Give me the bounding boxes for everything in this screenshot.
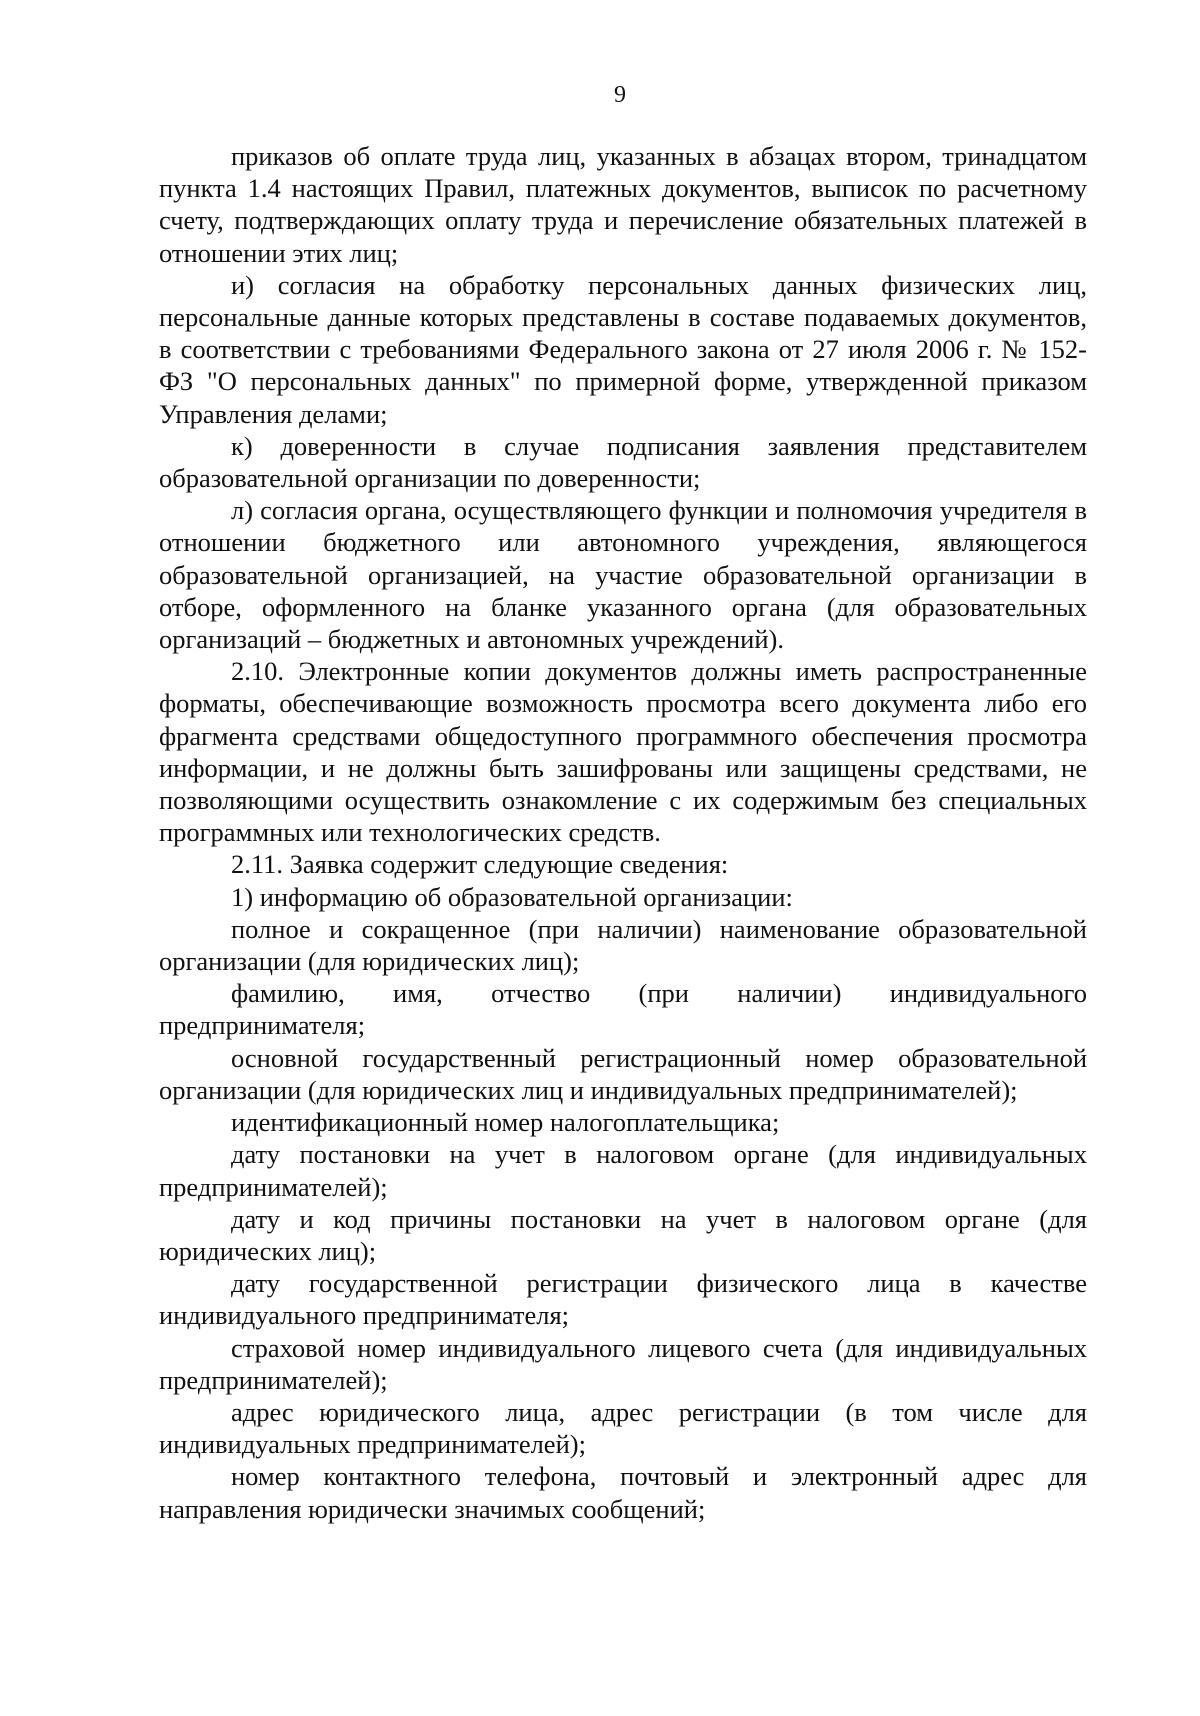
paragraph-payment-documents: приказов об оплате труда лиц, указанных в абзацах втором, тринадцатом пункта 1.4 настоящих Правил, платежных документов, выписок по расчетному счету, подтверждающих оплату труда и перечисление обязательных платежей в отношении этих лиц; xyxy=(159,141,1087,268)
paragraph-2-11-application-contents: 2.11. Заявка содержит следующие сведения: xyxy=(231,849,729,880)
paragraph-entrepreneur-name: фамилию, имя, отчество (при наличии) индивидуального предпринимателя; xyxy=(159,978,1087,1041)
paragraph-item-k-power-of-attorney: к) доверенности в случае подписания заявления представителем образовательной организации по доверенности; xyxy=(159,430,1087,494)
paragraph-ogrn: основной государственный регистрационный номер образовательной организации (для юридических лиц и индивидуальных предпринимателей); xyxy=(159,1042,1087,1105)
paragraph-address: адрес юридического лица, адрес регистрации (в том числе для индивидуальных предпринимателей); xyxy=(159,1396,1087,1460)
document-body xyxy=(159,140,1087,1525)
paragraph-item-i-consent-personal-data: и) согласия на обработку персональных данных физических лиц, персональные данные которых представлены в составе подаваемых документов, в соответствии с требованиями Федерального закона от 27 июля 2006 г. № 152-ФЗ "О персональных данных" по примерной форме, утвержденной приказом Управления делами; xyxy=(159,269,1087,429)
paragraph-contact-phone-address: номер контактного телефона, почтовый и электронный адрес для направления юридически значимых сообщений; xyxy=(159,1461,1087,1524)
paragraph-item-1-organization-info: 1) информацию об образовательной организации: xyxy=(231,881,793,912)
paragraph-state-registration-date: дату государственной регистрации физического лица в качестве индивидуального предпринимателя; xyxy=(159,1268,1087,1331)
paragraph-item-l-founder-consent: л) согласия органа, осуществляющего функции и полномочия учредителя в отношении бюджетного или автономного учреждения, являющегося образовательной организацией, на участие образовательной организации в отборе, оформленного на бланке указанного органа (для образовательных организаций – бюджетных и автономных учреждений). xyxy=(159,495,1087,655)
paragraph-inn: идентификационный номер налогоплательщика; xyxy=(231,1107,780,1138)
paragraph-full-short-name: полное и сокращенное (при наличии) наименование образовательной организации (для юридических лиц); xyxy=(159,913,1087,977)
page-number: 9 xyxy=(614,82,626,108)
paragraph-2-10-electronic-copies: 2.10. Электронные копии документов должны иметь распространенные форматы, обеспечивающие возможность просмотра всего документа либо его фрагмента средствами общедоступного программного обеспечения просмотра информации, и не должны быть зашифрованы или защищены средствами, не позволяющими осуществить ознакомление с их содержимым без специальных программных или технологических средств. xyxy=(159,656,1087,848)
paragraph-snils: страховой номер индивидуального лицевого счета (для индивидуальных предпринимателей); xyxy=(159,1332,1087,1395)
paragraph-tax-registration-date: дату постановки на учет в налоговом органе (для индивидуальных предпринимателей); xyxy=(159,1139,1087,1202)
paragraph-kpp: дату и код причины постановки на учет в налоговом органе (для юридических лиц); xyxy=(159,1203,1087,1266)
